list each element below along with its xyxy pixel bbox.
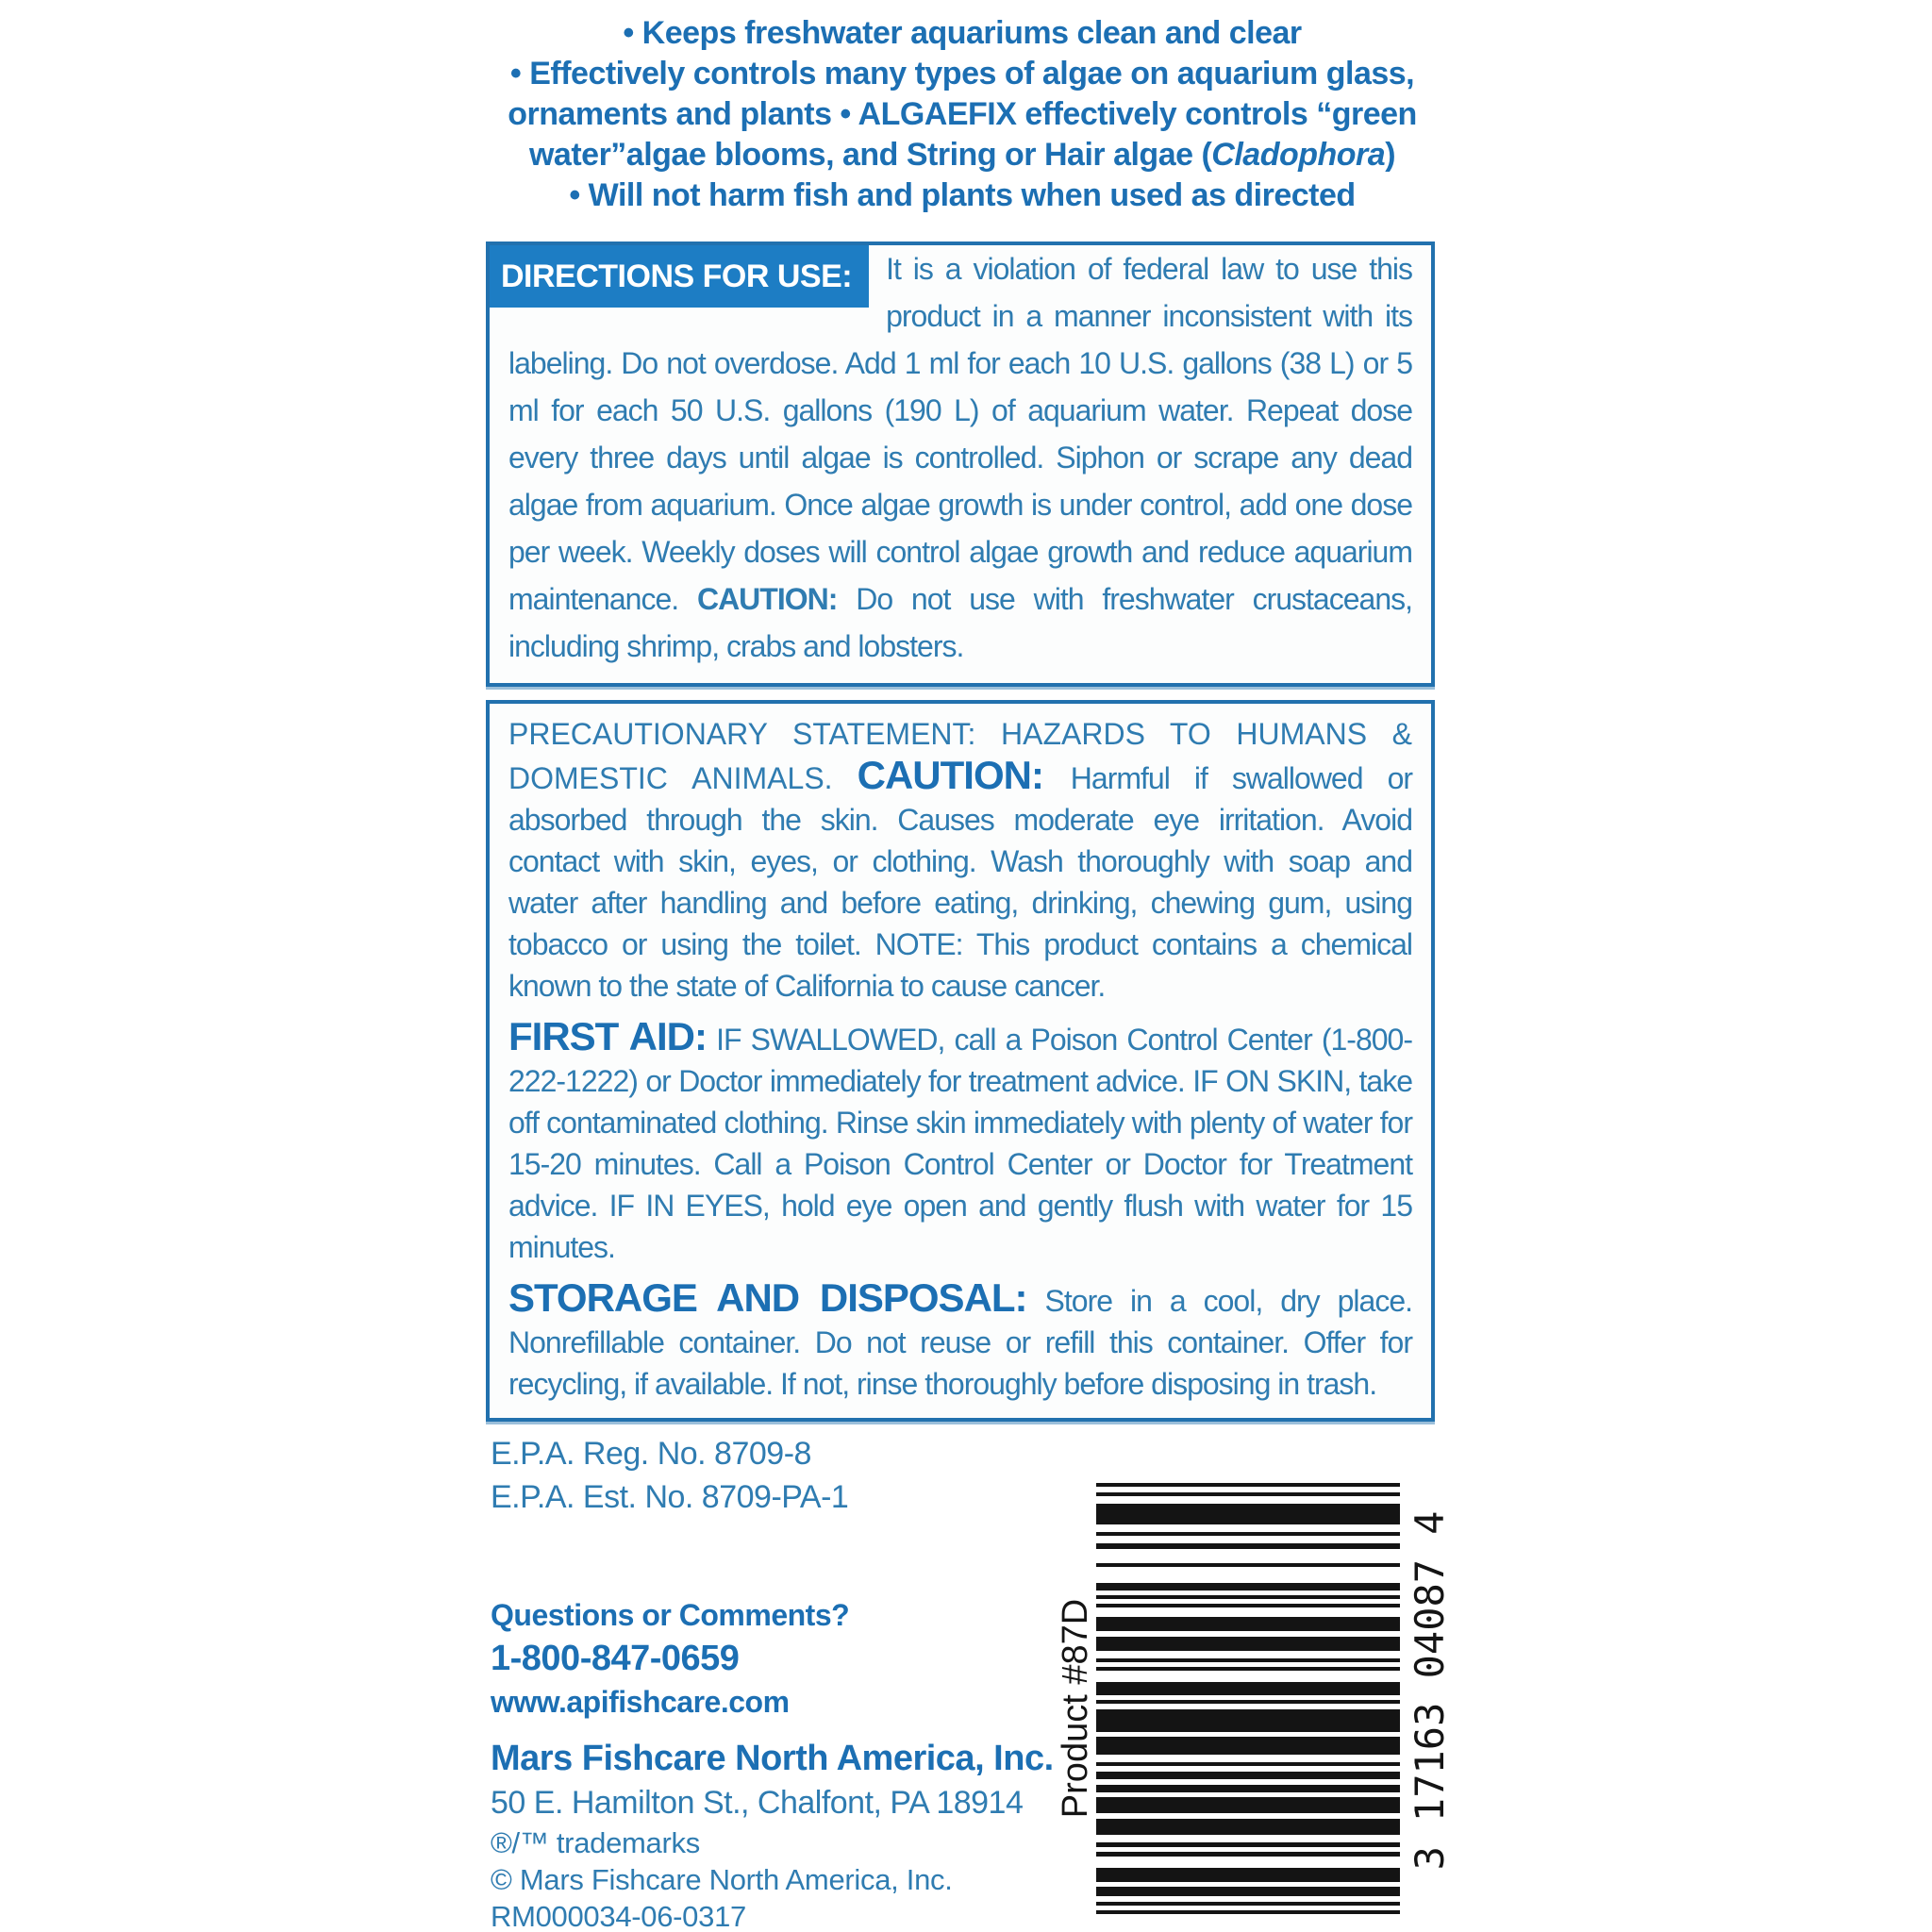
barcode-bar xyxy=(1096,1682,1400,1695)
directions-paragraph xyxy=(501,245,1413,670)
barcode-bar xyxy=(1096,1637,1400,1651)
barcode-bar xyxy=(1096,1868,1400,1882)
barcode-bar xyxy=(1096,1797,1400,1813)
barcode-bar xyxy=(1096,1504,1400,1524)
barcode-bar xyxy=(1096,1658,1400,1662)
barcode-bar xyxy=(1096,1604,1400,1607)
contact-website: www.apifishcare.com xyxy=(491,1685,790,1719)
barcode-digit-first: 3 xyxy=(1407,1846,1453,1871)
company-block xyxy=(491,1736,1054,1824)
directions-text: It is a violation of federal law to use this product in a manner inconsistent with its labeling. Do not overdose. Add 1 ml for each 10 U.S. gallons (38 L) or 5 ml for each 50 U.S. gallons (190 L) of aquarium water. Repeat dose every three days until algae is controlled. Siphon or scrape any dead algae from aquarium. Once algae growth is under control, add one dose per week. Weekly doses will control algae growth and reduce aquarium maintenance. xyxy=(508,252,1412,616)
barcode-digits-main: 17163 04087 xyxy=(1407,1558,1453,1823)
barcode-bar xyxy=(1096,1709,1400,1732)
barcode-bar xyxy=(1096,1819,1400,1835)
first-aid-text: IF SWALLOWED, call a Poison Control Center (1-800-222-1222) or Doctor immediately for treatment advice. IF ON SKIN, take off contaminated clothing. Rinse skin immediately with plenty of water for 15-20 minutes. Call a Poison Control Center or Doctor for Treatment advice. IF IN EYES, hold eye open and gently flush with water for 15 minutes. xyxy=(508,1023,1412,1264)
barcode-bar xyxy=(1096,1483,1400,1487)
epa-reg-line: E.P.A. Reg. No. 8709-8 xyxy=(491,1436,811,1472)
barcode-bars xyxy=(1096,1483,1400,1914)
first-aid-paragraph xyxy=(508,1016,1412,1268)
company-name: Mars Fishcare North America, Inc. xyxy=(491,1739,1054,1778)
precautionary-paragraph xyxy=(508,713,1412,1007)
contact-phone: 1-800-847-0659 xyxy=(491,1639,740,1678)
first-aid-heading: FIRST AID: xyxy=(508,1014,707,1058)
cladophora-italic: Cladophora xyxy=(1211,137,1386,173)
epa-block xyxy=(491,1432,848,1519)
barcode-digits xyxy=(1406,1464,1455,1917)
barcode-bar xyxy=(1096,1532,1400,1536)
directions-caution-text: Do not use with freshwater crustaceans, including shrimp, crabs and lobsters. xyxy=(508,582,1413,663)
barcode-bar xyxy=(1096,1492,1400,1496)
barcode-bar xyxy=(1096,1887,1400,1896)
barcode-product-number: Product #87D xyxy=(1056,1598,1095,1819)
precautionary-caution-label xyxy=(858,753,1071,797)
contact-block xyxy=(491,1594,849,1723)
barcode-bar xyxy=(1096,1737,1400,1755)
storage-text: Store in a cool, dry place. Nonrefillable container. Do not reuse or refill this container. Offer for recycling, if available. If not, rinse thoroughly before disposing in trash. xyxy=(508,1284,1413,1401)
bullet-line: • Will not harm fish and plants when used as directed xyxy=(569,177,1356,213)
barcode-bar xyxy=(1096,1785,1400,1792)
revision-code: RM000034-06-0317 xyxy=(491,1900,746,1932)
directions-box xyxy=(486,242,1435,687)
barcode-bar xyxy=(1096,1700,1400,1704)
bullet-line-text: water”algae blooms, and String or Hair algae ( xyxy=(528,137,1212,173)
feature-bullets xyxy=(311,13,1613,216)
contact-heading: Questions or Comments? xyxy=(491,1598,850,1632)
barcode-bar xyxy=(1096,1667,1400,1671)
barcode-bar xyxy=(1096,1910,1400,1914)
precautionary-box xyxy=(486,700,1435,1422)
barcode-bar xyxy=(1096,1842,1400,1847)
precautionary-caution-label-text: CAUTION: xyxy=(857,753,1043,797)
storage-heading: STORAGE AND DISPOSAL: xyxy=(508,1275,1027,1320)
bullet-line-text: ) xyxy=(1385,137,1396,173)
barcode-bar xyxy=(1096,1543,1400,1549)
precautionary-text: Harmful if swallowed or absorbed through the skin. Causes moderate eye irritation. Avoid contact with skin, eyes, or clothing. Wash thoroughly with soap and water after handling and before eating, drinking, chewing gum, using tobacco or using the toilet. NOTE: This product contains a chemical known to the state of California to cause cancer. xyxy=(508,761,1413,1003)
label-boxes-column xyxy=(486,242,1435,1422)
barcode-bar xyxy=(1096,1852,1400,1857)
barcode-bar xyxy=(1096,1563,1400,1567)
barcode-bar xyxy=(1096,1902,1400,1906)
storage-paragraph xyxy=(508,1277,1412,1405)
bullet-line: ornaments and plants • ALGAEFIX effectively controls “green xyxy=(508,96,1417,132)
epa-est-line: E.P.A. Est. No. 8709-PA-1 xyxy=(491,1479,849,1515)
barcode-bar xyxy=(1096,1595,1400,1599)
bullet-line xyxy=(311,135,1613,175)
bullet-line: • Effectively controls many types of algae on aquarium glass, xyxy=(509,56,1415,92)
caution-label-text: CAUTION: xyxy=(696,582,838,616)
copyright-line: © Mars Fishcare North America, Inc. xyxy=(491,1863,953,1896)
legal-block xyxy=(491,1824,953,1932)
barcode-bar xyxy=(1096,1762,1400,1766)
barcode-bar xyxy=(1096,1772,1400,1779)
precautionary-statement: PRECAUTIONARY STATEMENT: HAZARDS TO HUMANS & DOMESTIC ANIMALS. xyxy=(508,717,1412,795)
directions-header-chip: DIRECTIONS FOR USE: xyxy=(490,245,869,308)
company-address: 50 E. Hamilton St., Chalfont, PA 18914 xyxy=(491,1785,1024,1821)
barcode-digit-last: 4 xyxy=(1407,1510,1453,1535)
barcode-bar xyxy=(1096,1617,1400,1631)
trademarks-line: ®/™ trademarks xyxy=(491,1826,700,1859)
caution-label xyxy=(697,582,856,616)
bullet-line: • Keeps freshwater aquariums clean and clear xyxy=(623,15,1302,51)
barcode-bar xyxy=(1096,1583,1400,1591)
